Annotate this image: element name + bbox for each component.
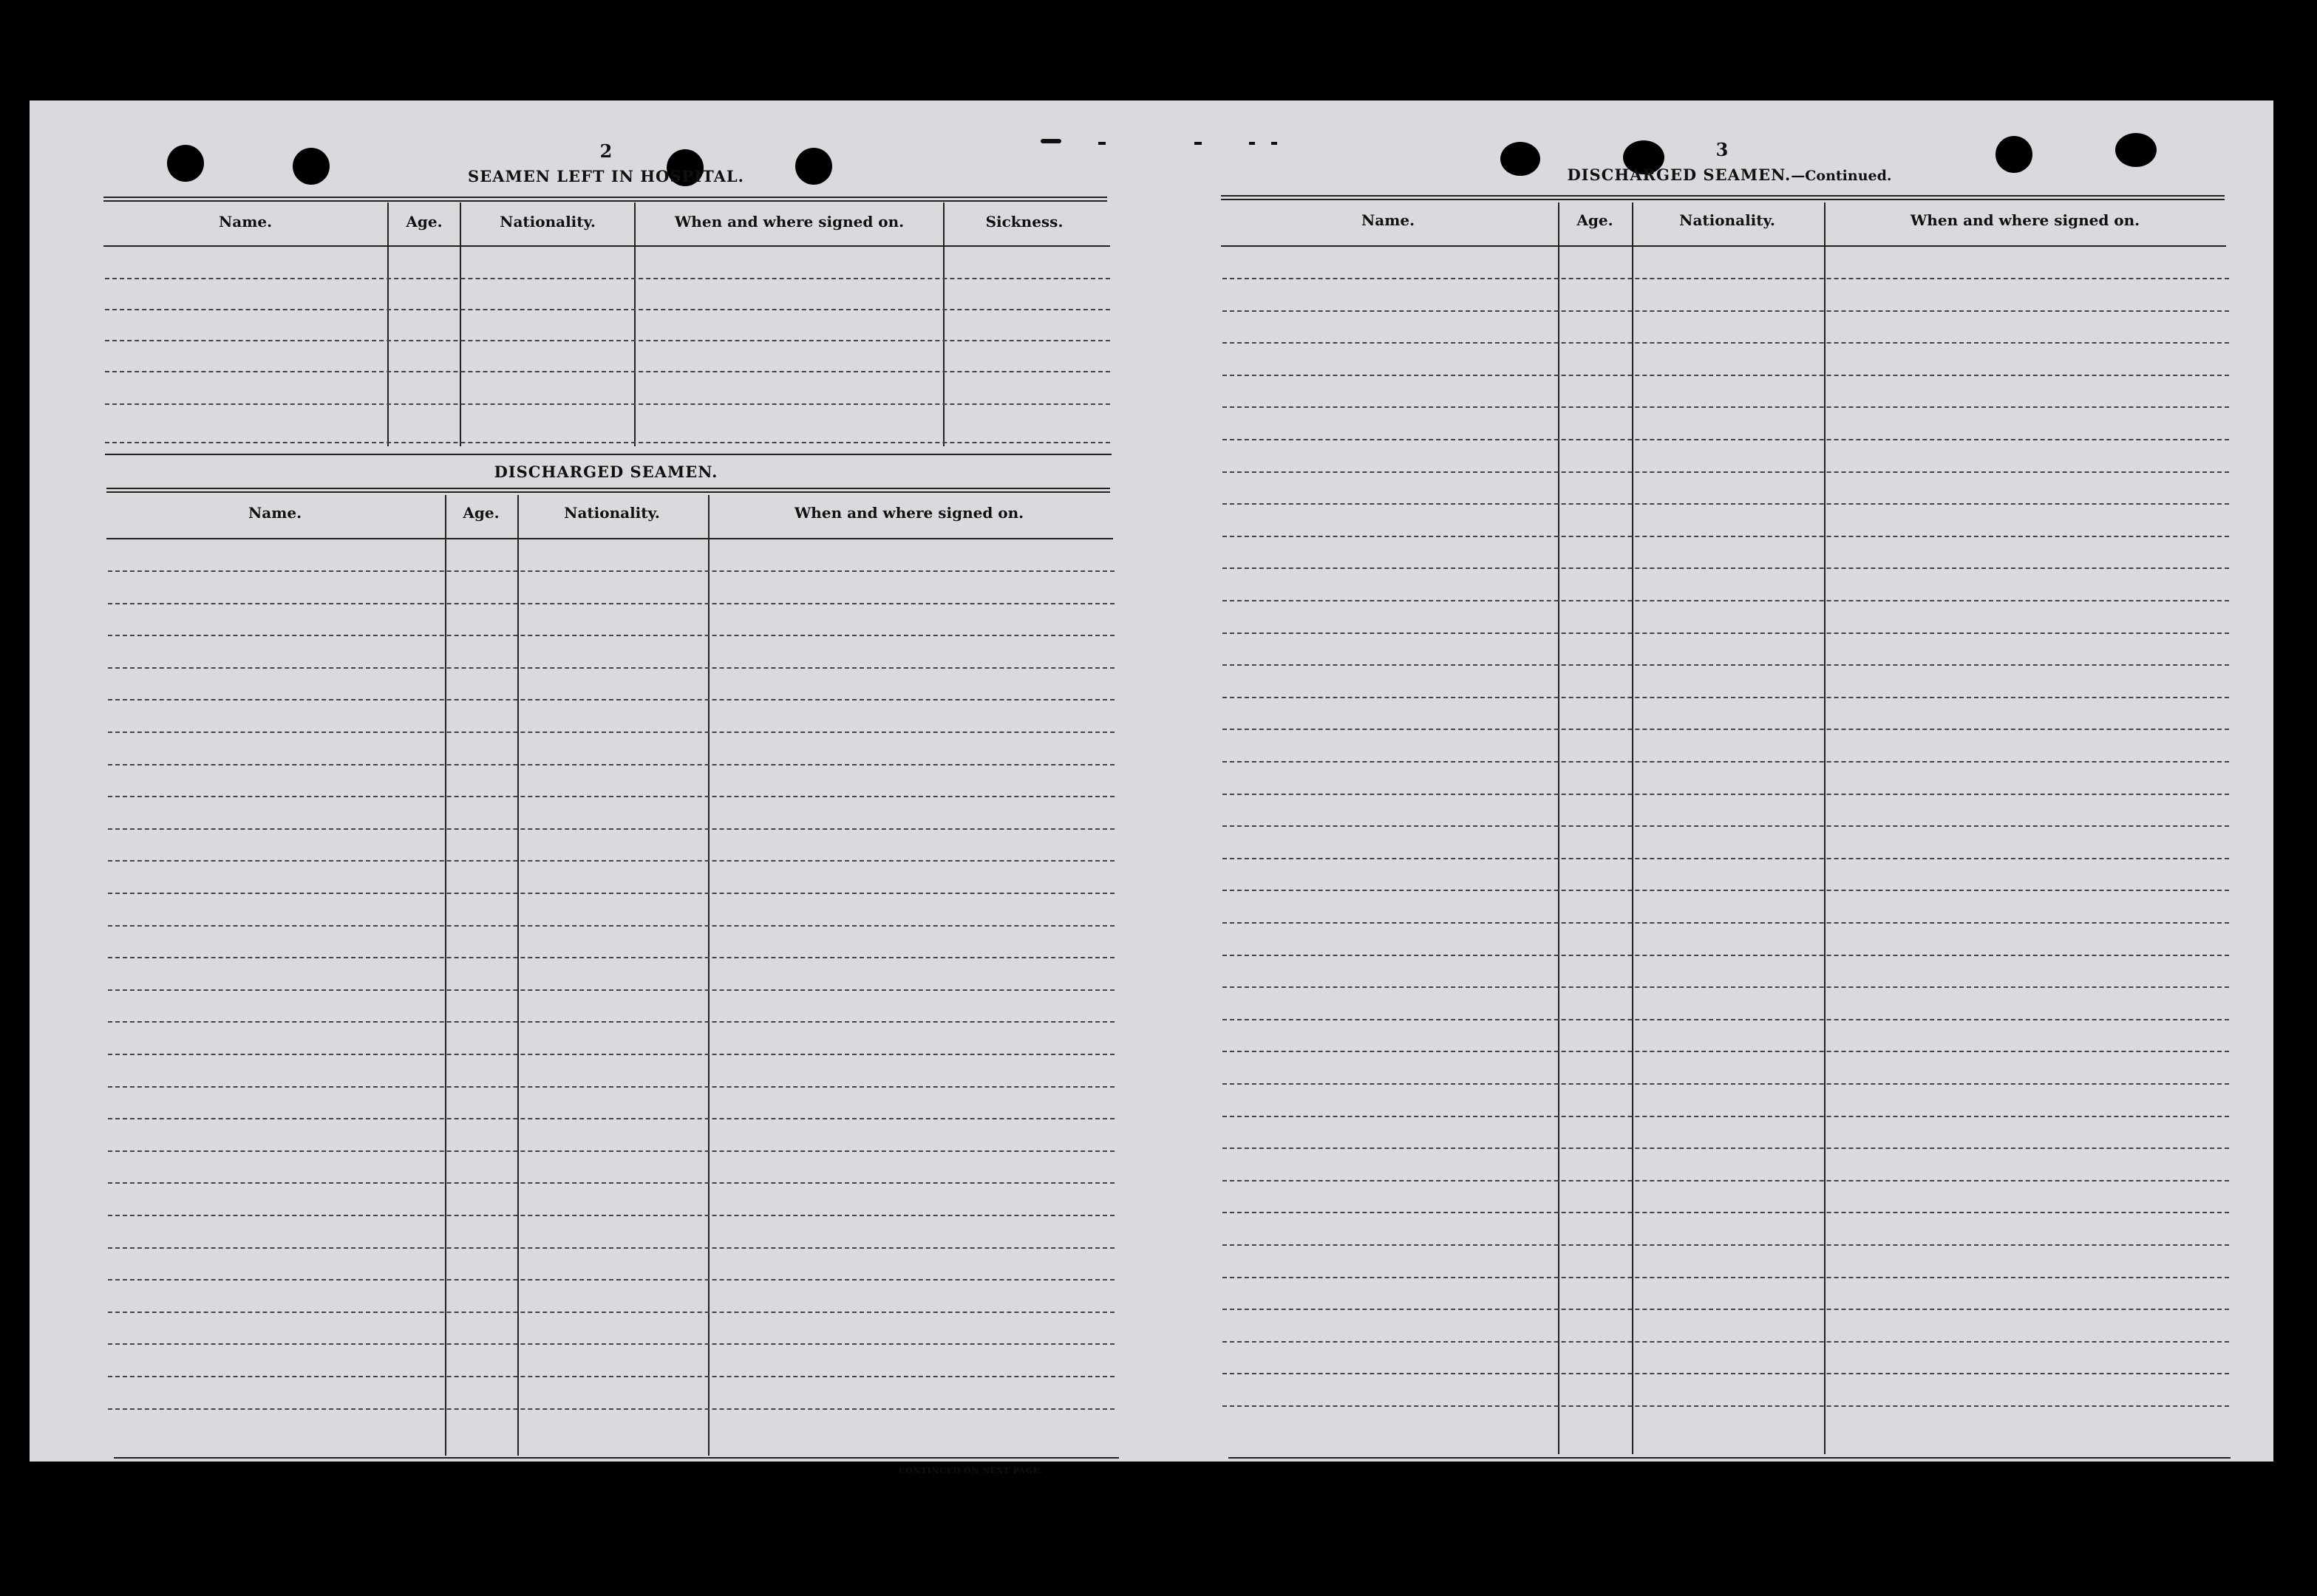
entry-row-line <box>1222 1277 2229 1278</box>
right-section-title-suffix: —Continued. <box>1791 168 1892 184</box>
entry-row-line <box>108 667 1115 669</box>
entry-row-line <box>1222 439 2229 440</box>
entry-row-line <box>108 893 1115 894</box>
right-col-when-where: When and where signed on. <box>1910 211 2140 229</box>
hospital-col-divider <box>634 202 636 446</box>
entry-row-line <box>108 1215 1115 1216</box>
entry-row-line <box>108 989 1115 991</box>
entry-row-line <box>108 1021 1115 1023</box>
hospital-header-rule <box>103 245 1110 247</box>
entry-row-line <box>1222 1019 2229 1020</box>
entry-row-line <box>1222 567 2229 569</box>
discharged-table-bottom-rule <box>114 1457 1119 1459</box>
punch-hole <box>2115 133 2157 167</box>
entry-row-line <box>1222 697 2229 698</box>
entry-row-line <box>1222 858 2229 859</box>
entry-row-line <box>1222 664 2229 666</box>
discharged-header-rule <box>106 538 1113 539</box>
entry-row-line <box>1222 1116 2229 1117</box>
entry-row-line <box>108 860 1115 862</box>
scan-mark <box>1249 142 1255 145</box>
entry-row-line <box>1222 632 2229 634</box>
hospital-row-line <box>105 403 1110 405</box>
entry-row-line <box>108 925 1115 927</box>
right-col-age: Age. <box>1576 211 1613 229</box>
punch-hole <box>167 145 204 182</box>
hospital-col-when-where: When and where signed on. <box>674 213 905 231</box>
entry-row-line <box>108 570 1115 572</box>
entry-row-line <box>108 1118 1115 1119</box>
entry-row-line <box>108 603 1115 604</box>
entry-row-line <box>108 635 1115 636</box>
entry-row-line <box>108 1408 1115 1410</box>
right-table-bottom-rule <box>1228 1457 2231 1459</box>
right-section-title <box>1522 166 1936 184</box>
discharged-col-name: Name. <box>248 504 302 522</box>
entry-row-line <box>1222 1405 2229 1407</box>
entry-row-line <box>1222 890 2229 891</box>
entry-row-line <box>1222 503 2229 505</box>
entry-row-line <box>1222 1147 2229 1149</box>
entry-row-line <box>1222 986 2229 988</box>
punch-hole <box>1996 136 2032 173</box>
punch-hole <box>293 148 330 185</box>
left-page-number: 2 <box>599 140 613 162</box>
entry-row-line <box>1222 729 2229 730</box>
entry-row-line <box>1222 375 2229 376</box>
discharged-table-top-rule <box>106 488 1110 493</box>
hospital-table-bottom-rule <box>105 454 1112 455</box>
entry-row-line <box>1222 825 2229 827</box>
scan-mark <box>1194 142 1202 145</box>
hospital-table-top-rule <box>103 197 1107 202</box>
entry-row-line <box>1222 1212 2229 1213</box>
entry-row-line <box>108 1247 1115 1249</box>
right-col-divider <box>1824 202 1826 1454</box>
entry-row-line <box>1222 536 2229 537</box>
hospital-row-line <box>105 371 1110 372</box>
entry-row-line <box>108 1086 1115 1088</box>
right-page-number: 3 <box>1715 139 1729 160</box>
hospital-row-line <box>105 340 1110 341</box>
right-col-nationality: Nationality. <box>1679 211 1775 229</box>
hospital-col-age: Age. <box>406 213 443 231</box>
hospital-col-divider <box>387 202 389 446</box>
entry-row-line <box>108 1279 1115 1280</box>
hospital-section-title: SEAMEN LEFT IN HOSPITAL. <box>468 167 744 185</box>
entry-row-line <box>1222 761 2229 763</box>
entry-row-line <box>108 957 1115 958</box>
entry-row-line <box>1222 1373 2229 1374</box>
hospital-col-divider <box>943 202 945 446</box>
entry-row-line <box>1222 406 2229 408</box>
hospital-col-divider <box>460 202 461 446</box>
right-table-top-rule <box>1221 195 2225 200</box>
discharged-col-age: Age. <box>463 504 500 522</box>
entry-row-line <box>1222 342 2229 344</box>
entry-row-line <box>1222 1309 2229 1310</box>
hospital-row-line <box>105 442 1110 443</box>
entry-row-line <box>108 1150 1115 1152</box>
entry-row-line <box>1222 278 2229 279</box>
right-col-divider <box>1558 202 1559 1454</box>
right-header-rule <box>1221 245 2226 247</box>
entry-row-line <box>1222 1341 2229 1343</box>
scan-mark <box>1041 139 1061 143</box>
entry-row-line <box>108 1376 1115 1377</box>
discharged-col-nationality: Nationality. <box>564 504 660 522</box>
entry-row-line <box>108 1343 1115 1345</box>
right-section-title-main: DISCHARGED SEAMEN. <box>1567 166 1792 184</box>
continued-note: CONTINUED ON NEXT PAGE. <box>899 1466 1043 1476</box>
entry-row-line <box>1222 955 2229 956</box>
right-col-divider <box>1632 202 1633 1454</box>
discharged-section-title: DISCHARGED SEAMEN. <box>494 463 718 481</box>
discharged-col-when-where: When and where signed on. <box>794 504 1024 522</box>
hospital-col-nationality: Nationality. <box>500 213 596 231</box>
entry-row-line <box>108 828 1115 830</box>
scanned-sheet <box>30 100 2273 1476</box>
hospital-row-line <box>105 278 1110 279</box>
entry-row-line <box>108 1054 1115 1055</box>
entry-row-line <box>1222 1051 2229 1052</box>
entry-row-line <box>1222 1244 2229 1246</box>
scan-mark <box>1098 142 1106 145</box>
right-col-name: Name. <box>1361 211 1415 229</box>
entry-row-line <box>1222 1180 2229 1181</box>
entry-row-line <box>1222 1083 2229 1085</box>
hospital-col-sickness: Sickness. <box>985 213 1064 231</box>
entry-row-line <box>1222 600 2229 601</box>
entry-row-line <box>1222 922 2229 924</box>
hospital-row-line <box>105 309 1110 310</box>
entry-row-line <box>1222 471 2229 473</box>
entry-row-line <box>108 699 1115 700</box>
hospital-col-name: Name. <box>218 213 273 231</box>
entry-row-line <box>108 764 1115 765</box>
entry-row-line <box>1222 794 2229 795</box>
entry-row-line <box>108 1182 1115 1184</box>
entry-row-line <box>108 1312 1115 1313</box>
entry-row-line <box>1222 310 2229 312</box>
entry-row-line <box>108 732 1115 733</box>
scan-mark <box>1271 142 1277 145</box>
entry-row-line <box>108 796 1115 797</box>
